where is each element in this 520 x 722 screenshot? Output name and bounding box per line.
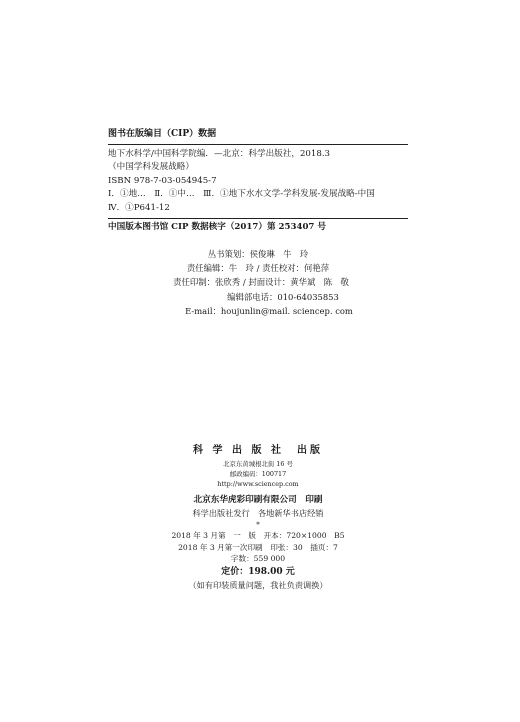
responsible-editors: 责任编辑：牛 玲 / 责任校对：何艳萍: [186, 263, 330, 274]
production-and-design: 责任印制：张欣秀 / 封面设计：黄华斌 陈 敬: [173, 277, 349, 288]
cip-title: 图书在版编目（CIP）数据: [108, 129, 217, 139]
cip-bottom-rule: [108, 218, 408, 219]
printer-name: 北京东华虎彩印刷有限公司 印刷: [193, 495, 323, 505]
cip-line-subjects: Ⅰ．①地… Ⅱ．①中… Ⅲ．①地下水水文学-学科发展-发展战略-中国: [108, 189, 375, 199]
publication-info: [108, 443, 408, 592]
word-count: 字数：559 000: [230, 554, 286, 563]
series-planning: 丛书策划：侯俊琳 牛 玲: [207, 249, 309, 259]
publisher-website: http://www.sciencep.com: [217, 480, 299, 488]
printing-info: 2018 年 3 月第一次印刷 印张：30 插页：7: [178, 542, 338, 552]
cip-line-classification: Ⅳ．①P641-12: [108, 202, 170, 213]
staff-credits: [108, 247, 408, 318]
cip-line-title-publisher: 地下水科学/中国科学院编．—北京：科学出版社，2018.3: [108, 148, 331, 159]
distribution-info: 科学出版社发行 各地新华书店经销: [192, 508, 324, 518]
edition-info: 2018 年 3 月第 一 版 开本：720×1000 B5: [171, 531, 345, 540]
cip-record-number: 中国版本图书馆 CIP 数据核字（2017）第 253407 号: [108, 222, 326, 232]
quality-notice: （如有印装质量问题，我社负责调换）: [188, 579, 328, 590]
price: 定价：198.00 元: [221, 566, 295, 577]
cip-data-block: [108, 128, 408, 235]
publisher-address: 北京东黄城根北街 16 号: [223, 460, 293, 468]
editorial-email: E-mail：houjunlin@mail. sciencep. com: [185, 305, 353, 316]
cip-line-isbn: ISBN 978-7-03-054945-7: [108, 175, 217, 186]
cip-top-rule: [108, 144, 408, 145]
publisher-postcode: 邮政编码：100717: [229, 470, 287, 478]
editorial-phone: 编辑部电话：010-64035853: [227, 291, 339, 302]
publisher-name: 科 学 出 版 社 出版: [193, 445, 323, 456]
separator-star: *: [256, 521, 260, 529]
cip-line-series: （中国学科发展战略）: [108, 162, 194, 172]
